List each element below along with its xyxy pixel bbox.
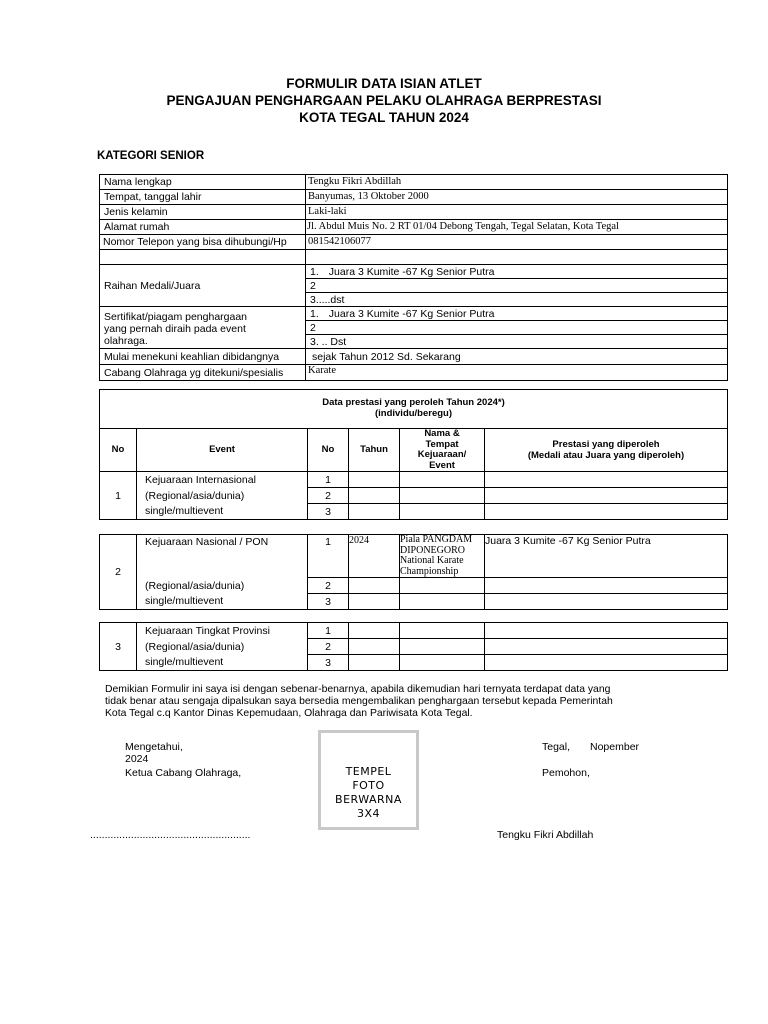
result-cell bbox=[485, 488, 728, 504]
start-value: sejak Tahun 2012 Sd. Sekarang bbox=[306, 349, 728, 365]
category-label: KATEGORI SENIOR bbox=[97, 150, 205, 162]
col-header-venue: Nama & Tempat Kejuaraan/ Event bbox=[400, 429, 485, 472]
achievement-group-2 bbox=[99, 534, 728, 610]
event-line-3: single/multievent bbox=[137, 594, 308, 610]
year-cell bbox=[349, 594, 400, 610]
col-header-event: Event bbox=[137, 429, 308, 472]
achievement-group-1 bbox=[99, 471, 728, 520]
venue-cell bbox=[400, 488, 485, 504]
venue-cell bbox=[400, 639, 485, 655]
year-cell bbox=[349, 639, 400, 655]
year-cell: 2024 bbox=[349, 535, 400, 578]
col-header-result: Prestasi yang diperoleh (Medali atau Juara yang diperoleh) bbox=[485, 429, 728, 472]
group-number: 3 bbox=[100, 623, 137, 671]
achievements-title-box bbox=[99, 389, 728, 429]
event-line-1: Kejuaraan Internasional bbox=[137, 472, 308, 488]
cert-item-3: 3. .. Dst bbox=[306, 335, 728, 349]
venue-cell bbox=[400, 623, 485, 639]
year-cell bbox=[349, 504, 400, 520]
year-cell bbox=[349, 623, 400, 639]
event-line-1: Kejuaraan Nasional / PON bbox=[137, 535, 308, 578]
start-label: Mulai menekuni keahlian dibidangnya bbox=[100, 349, 306, 365]
year-cell bbox=[349, 578, 400, 594]
col-header-sub-no: No bbox=[308, 429, 349, 472]
sub-number: 2 bbox=[308, 578, 349, 594]
address-value: Jl. Abdul Muis No. 2 RT 01/04 Debong Tengah, Tegal Selatan, Kota Tegal bbox=[306, 220, 728, 235]
birth-value: Banyumas, 13 Oktober 2000 bbox=[306, 190, 728, 205]
identity-table bbox=[99, 174, 728, 381]
venue-cell bbox=[400, 578, 485, 594]
gender-value: Laki-laki bbox=[306, 205, 728, 220]
photo-instructions: TEMPEL FOTO BERWARNA 3X4 bbox=[335, 765, 402, 820]
medal-item-1: 1. Juara 3 Kumite -67 Kg Senior Putra bbox=[306, 265, 728, 279]
gender-label: Jenis kelamin bbox=[100, 205, 306, 220]
address-label: Alamat rumah bbox=[100, 220, 306, 235]
applicant-name: Tengku Fikri Abdillah bbox=[497, 829, 594, 841]
cert-item-1: 1. Juara 3 Kumite -67 Kg Senior Putra bbox=[306, 307, 728, 321]
result-cell bbox=[485, 472, 728, 488]
photo-placeholder bbox=[318, 730, 419, 830]
col-header-year: Tahun bbox=[349, 429, 400, 472]
sub-number: 2 bbox=[308, 639, 349, 655]
phone-label: Nomor Telepon yang bisa dihubungi/Hp bbox=[100, 235, 306, 250]
achievements-title: Data prestasi yang peroleh Tahun 2024*) (individu/beregu) bbox=[322, 397, 505, 419]
sub-number: 3 bbox=[308, 504, 349, 520]
sub-number: 3 bbox=[308, 594, 349, 610]
result-cell bbox=[485, 594, 728, 610]
year-cell bbox=[349, 472, 400, 488]
form-title: FORMULIR DATA ISIAN ATLET bbox=[286, 76, 482, 91]
year-cell bbox=[349, 655, 400, 671]
name-label: Nama lengkap bbox=[100, 175, 306, 190]
phone-value: 081542106077 bbox=[306, 235, 728, 250]
place-label: Tegal, bbox=[542, 741, 571, 753]
statement-paragraph: Demikian Formulir ini saya isi dengan sebenar-benarnya, apabila dikemudian hari ternyata terdapat data yang tidak benar atau sengaja dipalsukan saya bersedia mengembalikan penghargaan tersebut kepada Pemerintah Kota Tegal c.q Kantor Dinas Kepemudaan, Olahraga dan Pariwisata Kota Tegal. bbox=[105, 684, 613, 719]
birth-label: Tempat, tanggal lahir bbox=[100, 190, 306, 205]
chair-signature-line: ....................................................... bbox=[90, 829, 251, 841]
empty-cell bbox=[306, 250, 728, 265]
event-line-2: (Regional/asia/dunia) bbox=[137, 578, 308, 594]
result-cell bbox=[485, 655, 728, 671]
sport-label: Cabang Olahraga yg ditekuni/spesialis bbox=[100, 365, 306, 381]
event-line-2: (Regional/asia/dunia) bbox=[137, 639, 308, 655]
result-cell bbox=[485, 623, 728, 639]
cert-label: Sertifikat/piagam penghargaan yang pernah diraih pada event olahraga. bbox=[100, 307, 306, 349]
venue-cell bbox=[400, 504, 485, 520]
applicant-label: Pemohon, bbox=[542, 767, 590, 779]
result-cell bbox=[485, 639, 728, 655]
month-label: Nopember bbox=[590, 741, 640, 753]
group-number: 2 bbox=[100, 535, 137, 610]
sub-number: 1 bbox=[308, 535, 349, 578]
year-cell bbox=[349, 488, 400, 504]
sub-number: 3 bbox=[308, 655, 349, 671]
empty-cell bbox=[100, 250, 306, 265]
event-line-1: Kejuaraan Tingkat Provinsi bbox=[137, 623, 308, 639]
sub-number: 1 bbox=[308, 623, 349, 639]
sport-value: Karate bbox=[306, 365, 728, 381]
form-subtitle: PENGAJUAN PENGHARGAAN PELAKU OLAHRAGA BERPRESTASI bbox=[166, 93, 602, 108]
result-cell bbox=[485, 504, 728, 520]
event-line-3: single/multievent bbox=[137, 504, 308, 520]
venue-cell bbox=[400, 655, 485, 671]
sub-number: 1 bbox=[308, 472, 349, 488]
acknowledged-label: Mengetahui, bbox=[125, 741, 183, 753]
medal-item-2: 2 bbox=[306, 279, 728, 293]
form-city-year: KOTA TEGAL TAHUN 2024 bbox=[299, 110, 469, 125]
event-line-2: (Regional/asia/dunia) bbox=[137, 488, 308, 504]
achievements-header-row bbox=[99, 428, 728, 472]
achievement-group-3 bbox=[99, 622, 728, 671]
result-cell: Juara 3 Kumite -67 Kg Senior Putra bbox=[485, 535, 728, 578]
result-cell bbox=[485, 578, 728, 594]
group-number: 1 bbox=[100, 472, 137, 520]
col-header-no: No bbox=[100, 429, 137, 472]
venue-cell: Piala PANGDAM DIPONEGORO National Karate Championship bbox=[400, 535, 485, 578]
name-value: Tengku Fikri Abdillah bbox=[306, 175, 728, 190]
chair-label: Ketua Cabang Olahraga, bbox=[125, 767, 242, 779]
cert-item-2: 2 bbox=[306, 321, 728, 335]
sub-number: 2 bbox=[308, 488, 349, 504]
medal-label: Raihan Medali/Juara bbox=[100, 265, 306, 307]
venue-cell bbox=[400, 594, 485, 610]
venue-cell bbox=[400, 472, 485, 488]
medal-item-3: 3.....dst bbox=[306, 293, 728, 307]
event-line-3: single/multievent bbox=[137, 655, 308, 671]
acknowledged-year: 2024 bbox=[125, 753, 149, 765]
